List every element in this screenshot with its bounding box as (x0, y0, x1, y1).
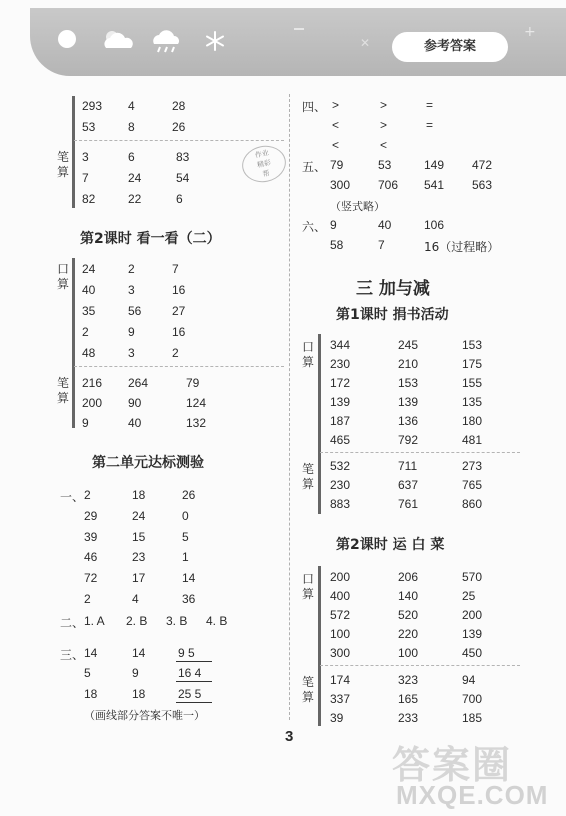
num: 35 (82, 304, 96, 318)
num: 300 (330, 178, 351, 192)
num: 700 (462, 692, 483, 706)
num: 153 (462, 338, 483, 352)
stamp-line: 帮 (261, 169, 271, 179)
num: 860 (462, 497, 483, 511)
note: （竖式略） (330, 200, 385, 213)
num: 765 (462, 478, 483, 492)
underline (176, 681, 212, 682)
num: 9 (128, 325, 135, 339)
answer-badge (392, 32, 508, 62)
column-divider (289, 94, 290, 720)
num: 124 (186, 396, 207, 410)
bisuan-label: 笔算 (57, 376, 70, 405)
num: 472 (472, 158, 493, 172)
num: 58 (330, 238, 344, 252)
num: 53 (82, 120, 96, 134)
num: 139 (398, 395, 419, 409)
num: 2 (84, 592, 91, 606)
num: 7 (172, 262, 179, 276)
num: 29 (84, 509, 98, 523)
num: 90 (128, 396, 142, 410)
num: 22 (128, 192, 142, 206)
num: 16 (172, 283, 186, 297)
note: （画线部分答案不唯一） (84, 709, 205, 722)
comparison: > (332, 98, 340, 112)
bisuan-label: 笔算 (57, 150, 70, 179)
num: 7 (378, 238, 385, 252)
num: 220 (398, 627, 419, 641)
num: 139 (462, 627, 483, 641)
num: 337 (330, 692, 351, 706)
block-bar (72, 96, 75, 208)
question-label: 三、 (60, 648, 85, 662)
rain-cloud-icon (150, 28, 186, 54)
num: 16（过程略） (424, 240, 500, 254)
block-bar (318, 334, 321, 514)
num: 4 (128, 99, 135, 113)
question-label: 六、 (302, 220, 327, 234)
num: 637 (398, 478, 419, 492)
num: 83 (176, 150, 190, 164)
num: 72 (84, 571, 98, 585)
num: 323 (398, 673, 419, 687)
num: 53 (378, 158, 392, 172)
num: 216 (82, 376, 103, 390)
num: 165 (398, 692, 419, 706)
question-label: 二、 (60, 616, 85, 630)
question-label: 四、 (302, 100, 327, 114)
num: 18 (132, 687, 146, 701)
num: 136 (398, 414, 419, 428)
num: 2 (128, 262, 135, 276)
num: 264 (128, 376, 149, 390)
num: 14 (182, 571, 196, 585)
num: 24 (132, 509, 146, 523)
lesson-title: 第1课时 捐书活动 (336, 307, 449, 323)
num: 24 (128, 171, 142, 185)
sun-cloud-icon (100, 26, 140, 52)
num: 36 (182, 592, 196, 606)
num: 16 4 (178, 666, 202, 680)
num: 23 (132, 550, 146, 564)
homework-stamp (239, 142, 290, 186)
num: 187 (330, 414, 351, 428)
num: 14 (132, 646, 146, 660)
num: 293 (82, 99, 103, 113)
header-banner (30, 8, 566, 76)
num: 883 (330, 497, 351, 511)
num: 18 (84, 687, 98, 701)
lesson-title: 第2课时 看一看（二） (80, 231, 221, 247)
num: 400 (330, 589, 351, 603)
num: 2 (84, 488, 91, 502)
num: 27 (172, 304, 186, 318)
separator (320, 452, 520, 453)
bisuan-label: 笔算 (302, 462, 315, 491)
num: 172 (330, 376, 351, 390)
num: 28 (172, 99, 186, 113)
num: 7 (82, 171, 89, 185)
choice-answer: 4. B (206, 614, 228, 628)
num: 26 (172, 120, 186, 134)
num: 5 (182, 530, 189, 544)
num: 140 (398, 589, 419, 603)
num: 210 (398, 357, 419, 371)
num: 792 (398, 433, 419, 447)
watermark-logo: 答案圈 (392, 743, 513, 787)
num: 9 5 (178, 646, 195, 660)
num: 135 (462, 395, 483, 409)
decor-dash-icon (294, 28, 304, 30)
num: 39 (330, 711, 344, 725)
num: 532 (330, 459, 351, 473)
separator (320, 665, 520, 666)
watermark-url: MXQE.COM (396, 780, 549, 810)
num: 9 (132, 666, 139, 680)
num: 100 (398, 646, 419, 660)
num: 132 (186, 416, 207, 430)
num: 139 (330, 395, 351, 409)
separator (74, 366, 284, 367)
num: 25 5 (178, 687, 202, 701)
answer-badge-label: 参考答案 (423, 39, 476, 54)
decor-plus-icon: + (524, 24, 536, 40)
num: 273 (462, 459, 483, 473)
separator (74, 140, 284, 141)
num: 300 (330, 646, 351, 660)
kousuan-label: 口算 (57, 262, 70, 291)
num: 245 (398, 338, 419, 352)
num: 39 (84, 530, 98, 544)
sun-icon (58, 30, 76, 48)
num: 200 (82, 396, 103, 410)
num: 570 (462, 570, 483, 584)
num: 520 (398, 608, 419, 622)
kousuan-label: 口算 (302, 340, 315, 369)
num: 200 (462, 608, 483, 622)
num: 711 (398, 459, 418, 473)
num: 175 (462, 357, 483, 371)
decor-cross-icon: ✕ (360, 36, 371, 50)
snowflake-icon (204, 30, 226, 52)
num: 563 (472, 178, 493, 192)
question-label: 一、 (60, 490, 85, 504)
num: 450 (462, 646, 483, 660)
num: 230 (330, 478, 351, 492)
num: 56 (128, 304, 142, 318)
num: 48 (82, 346, 96, 360)
num: 233 (398, 711, 419, 725)
num: 106 (424, 218, 445, 232)
stamp-line: 作业 (254, 148, 270, 160)
block-bar (318, 566, 321, 726)
stamp-line: 精彩 (256, 158, 272, 170)
num: 79 (330, 158, 344, 172)
comparison: > (380, 118, 388, 132)
num: 15 (132, 530, 146, 544)
num: 18 (132, 488, 146, 502)
num: 230 (330, 357, 351, 371)
question-label: 五、 (302, 160, 327, 174)
comparison: < (332, 138, 340, 152)
num: 54 (176, 171, 190, 185)
underline (176, 661, 212, 662)
num: 5 (84, 666, 91, 680)
num: 14 (84, 646, 98, 660)
comparison: < (380, 138, 388, 152)
num: 17 (132, 571, 146, 585)
num: 79 (186, 376, 200, 390)
num: 46 (84, 550, 98, 564)
comparison: = (426, 118, 434, 132)
choice-answer: 2. B (126, 614, 148, 628)
num: 40 (128, 416, 142, 430)
num: 25 (462, 589, 476, 603)
num: 26 (182, 488, 196, 502)
num: 200 (330, 570, 351, 584)
num: 481 (462, 433, 483, 447)
num: 706 (378, 178, 399, 192)
num: 3 (128, 346, 135, 360)
num: 3 (82, 150, 89, 164)
num: 6 (128, 150, 135, 164)
num: 2 (172, 346, 179, 360)
underline (176, 702, 212, 703)
num: 344 (330, 338, 351, 352)
comparison: < (332, 118, 340, 132)
num: 0 (182, 509, 189, 523)
num: 4 (132, 592, 139, 606)
num: 8 (128, 120, 135, 134)
num: 82 (82, 192, 96, 206)
num: 155 (462, 376, 483, 390)
num: 174 (330, 673, 351, 687)
comparison: = (426, 98, 434, 112)
num: 153 (398, 376, 419, 390)
num: 40 (378, 218, 392, 232)
num: 24 (82, 262, 96, 276)
num: 572 (330, 608, 351, 622)
num: 6 (176, 192, 183, 206)
num: 2 (82, 325, 89, 339)
num: 1 (182, 550, 189, 564)
num: 206 (398, 570, 419, 584)
num: 149 (424, 158, 445, 172)
num: 180 (462, 414, 483, 428)
comparison: > (380, 98, 388, 112)
lesson-title: 第2课时 运 白 菜 (336, 537, 445, 553)
num: 9 (82, 416, 89, 430)
num: 761 (398, 497, 419, 511)
choice-answer: 3. B (166, 614, 188, 628)
unit-title: 三 加与减 (356, 279, 430, 299)
num: 541 (424, 178, 445, 192)
block-bar (72, 258, 75, 428)
num: 94 (462, 673, 476, 687)
num: 100 (330, 627, 351, 641)
choice-answer: 1. A (84, 614, 105, 628)
unit-test-title: 第二单元达标测验 (92, 455, 204, 471)
num: 16 (172, 325, 186, 339)
kousuan-label: 口算 (302, 572, 315, 601)
num: 40 (82, 283, 96, 297)
num: 185 (462, 711, 483, 725)
num: 465 (330, 433, 351, 447)
num: 9 (330, 218, 337, 232)
page-number: 3 (285, 728, 294, 745)
num: 3 (128, 283, 135, 297)
bisuan-label: 笔算 (302, 675, 315, 704)
